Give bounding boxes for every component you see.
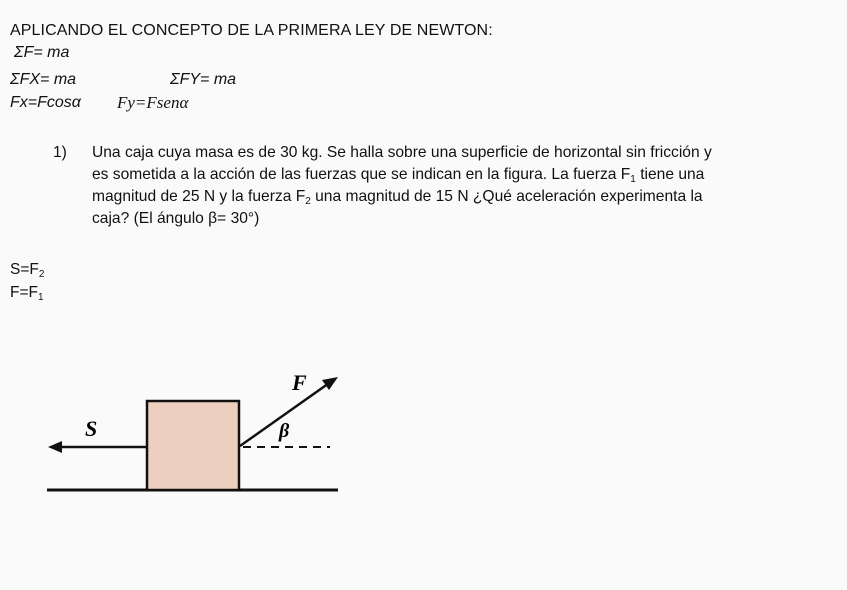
- subscript-1: 1: [630, 174, 636, 185]
- equation-sum-fx: ΣFX= ma: [10, 71, 77, 88]
- problem-line-4: caja? (El ángulo β= 30°): [92, 210, 260, 227]
- arrow-f-head-icon: [322, 377, 338, 390]
- problem-line-3-text: magnitud de 25 N y la fuerza F: [92, 188, 306, 205]
- page-title: APLICANDO EL CONCEPTO DE LA PRIMERA LEY DE NEWTON:: [10, 22, 493, 39]
- problem-line-2-end: tiene una: [635, 166, 705, 183]
- note-f-subscript: 1: [38, 292, 44, 303]
- subscript-2: 2: [305, 196, 311, 207]
- label-s: S: [85, 416, 98, 441]
- problem-line-1: Una caja cuya masa es de 30 kg. Se halla sobre una superficie de horizontal sin fricción y: [92, 144, 712, 161]
- arrow-s-head-icon: [48, 441, 62, 453]
- note-f-text: F=F: [10, 284, 38, 301]
- label-beta: β: [279, 420, 290, 442]
- note-s-text: S=F: [10, 261, 39, 278]
- label-f: F: [292, 370, 307, 395]
- equation-fy: Fy=Fsenα: [117, 93, 189, 112]
- box: [147, 401, 239, 490]
- note-s-subscript: 2: [38, 269, 45, 280]
- equation-sum-fy: ΣFY= ma: [170, 71, 237, 88]
- problem-number: 1): [53, 144, 67, 161]
- equation-sum-f: ΣF= ma: [14, 44, 70, 61]
- problem-line-3-end: una magnitud de 15 N ¿Qué aceleración experimenta la: [310, 188, 703, 205]
- problem-line-2-text: es sometida a la acción de las fuerzas que se indican en la figura. La fuerza F: [92, 166, 631, 183]
- equation-fx: Fx=Fcosα: [10, 94, 81, 111]
